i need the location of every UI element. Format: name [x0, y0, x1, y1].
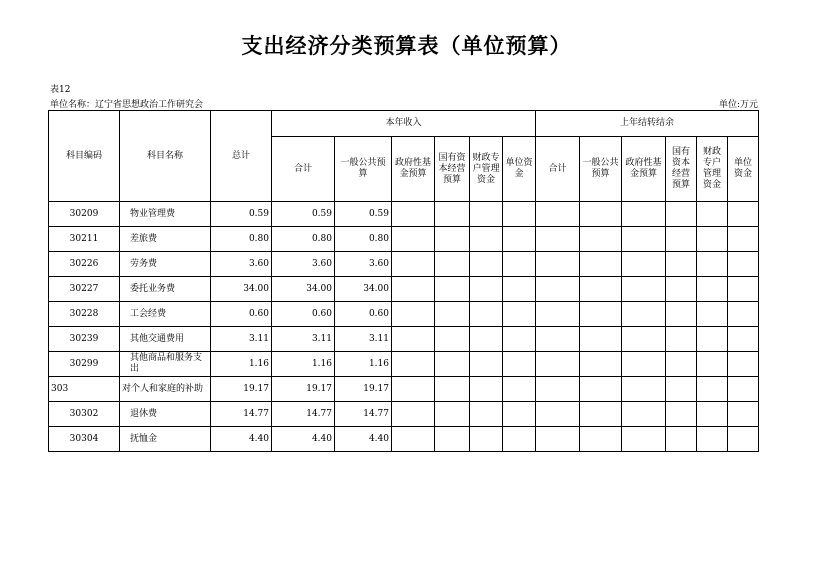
row-subtotal: 34.00	[272, 277, 335, 302]
header-carry-state-capital: 国有资本经营预算	[666, 137, 697, 202]
row-total: 3.11	[211, 327, 272, 352]
row-code: 30226	[49, 252, 120, 277]
header-code: 科目编码	[49, 111, 120, 202]
row-total: 34.00	[211, 277, 272, 302]
header-current-income: 本年收入	[272, 111, 536, 137]
row-total: 0.59	[211, 202, 272, 227]
header-carry-gov-fund: 政府性基金预算	[622, 137, 666, 202]
row-name: 退休费	[120, 402, 211, 427]
row-subtotal: 3.60	[272, 252, 335, 277]
row-total: 4.40	[211, 427, 272, 452]
row-subtotal: 0.80	[272, 227, 335, 252]
header-carry-over: 上年结转结余	[536, 111, 759, 137]
header-fiscal-account: 财政专户管理资金	[470, 137, 503, 202]
row-subtotal: 1.16	[272, 352, 335, 377]
row-general: 14.77	[335, 402, 392, 427]
table-row	[49, 427, 759, 452]
row-name: 工会经费	[120, 302, 211, 327]
row-name: 物业管理费	[120, 202, 211, 227]
table-row	[49, 327, 759, 352]
row-name: 差旅费	[120, 227, 211, 252]
row-name: 委托业务费	[120, 277, 211, 302]
row-subtotal: 19.17	[272, 377, 335, 402]
row-general: 19.17	[335, 377, 392, 402]
row-name: 其他商品和服务支出	[120, 352, 211, 377]
table-row	[49, 202, 759, 227]
row-code: 30302	[49, 402, 120, 427]
header-carry-unit-funds: 单位资金	[728, 137, 759, 202]
row-subtotal: 3.11	[272, 327, 335, 352]
row-name: 对个人和家庭的补助	[120, 377, 211, 402]
row-code: 30227	[49, 277, 120, 302]
header-state-capital: 国有资本经营预算	[435, 137, 470, 202]
row-code: 30209	[49, 202, 120, 227]
row-total: 14.77	[211, 402, 272, 427]
row-general: 0.80	[335, 227, 392, 252]
unit-name: 单位名称：辽宁省思想政治工作研究会	[50, 100, 204, 110]
page-title: 支出经济分类预算表（单位预算）	[241, 34, 572, 58]
row-general: 3.11	[335, 327, 392, 352]
table-row	[49, 377, 759, 402]
row-total: 0.80	[211, 227, 272, 252]
unit-label: 单位:万元	[718, 100, 758, 110]
header-carry-fiscal-account: 财政专户管理资金	[697, 137, 728, 202]
row-total: 1.16	[211, 352, 272, 377]
row-subtotal: 0.60	[272, 302, 335, 327]
row-subtotal: 0.59	[272, 202, 335, 227]
row-code: 303	[49, 377, 120, 402]
row-total: 3.60	[211, 252, 272, 277]
row-subtotal: 4.40	[272, 427, 335, 452]
row-code: 30239	[49, 327, 120, 352]
header-gov-fund: 政府性基金预算	[392, 137, 435, 202]
row-subtotal: 14.77	[272, 402, 335, 427]
table-row	[49, 227, 759, 252]
row-general: 4.40	[335, 427, 392, 452]
header-name: 科目名称	[120, 111, 211, 202]
header-total: 总计	[211, 111, 272, 202]
row-code: 30211	[49, 227, 120, 252]
budget-table	[48, 110, 759, 452]
row-name: 抚恤金	[120, 427, 211, 452]
row-general: 34.00	[335, 277, 392, 302]
row-general: 1.16	[335, 352, 392, 377]
row-total: 19.17	[211, 377, 272, 402]
table-row	[49, 277, 759, 302]
header-carry-general-budget: 一般公共预算	[580, 137, 622, 202]
row-general: 0.60	[335, 302, 392, 327]
header-general-budget: 一般公共预算	[335, 137, 392, 202]
row-code: 30299	[49, 352, 120, 377]
table-row	[49, 352, 759, 377]
header-carry-subtotal: 合计	[536, 137, 580, 202]
table-row	[49, 402, 759, 427]
header-unit-funds: 单位资金	[503, 137, 536, 202]
row-name: 其他交通费用	[120, 327, 211, 352]
row-general: 3.60	[335, 252, 392, 277]
table-number: 表12	[50, 85, 71, 95]
table-row	[49, 252, 759, 277]
row-general: 0.59	[335, 202, 392, 227]
row-code: 30304	[49, 427, 120, 452]
row-code: 30228	[49, 302, 120, 327]
header-subtotal: 合计	[272, 137, 335, 202]
table-row	[49, 302, 759, 327]
row-total: 0.60	[211, 302, 272, 327]
row-name: 劳务费	[120, 252, 211, 277]
